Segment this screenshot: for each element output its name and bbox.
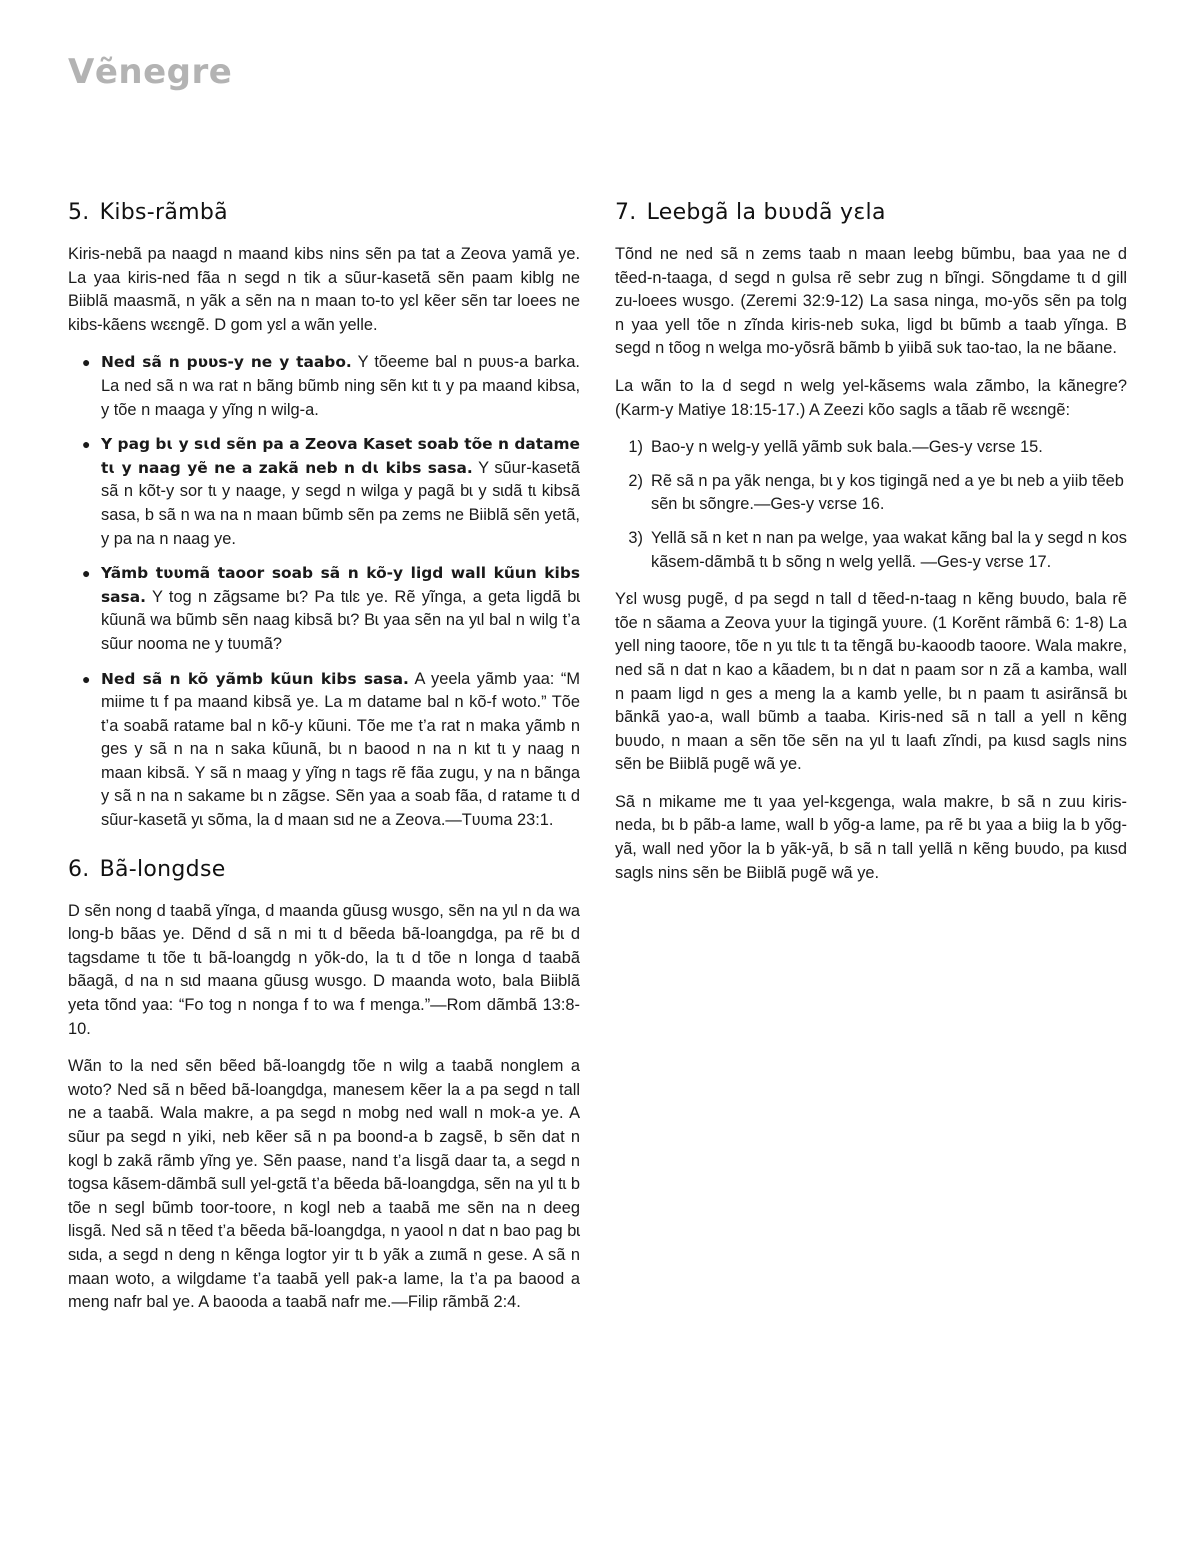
step-item	[615, 436, 1127, 460]
section-number: 6.	[68, 856, 90, 882]
section-title: Bã-longdse	[99, 856, 226, 882]
bullet-lead: Y pag bɩ y sɩd sẽn pa a Zeova Kaset soab tõe n datame tɩ y naag yẽ ne a zakã neb n dɩ kibs sasa.	[101, 435, 580, 477]
section-5-bullet-list	[68, 351, 580, 832]
step-text: Bao-y n welg-y yellã yãmb sʋk bala.—Ges-y vɛrse 15.	[651, 438, 1043, 457]
bullet-item	[68, 351, 580, 422]
bullet-lead: Yãmb tʋʋmã taoor soab sã n kõ-y ligd wall kũun kibs sasa.	[101, 564, 580, 606]
section-7-paragraph: Yɛl wʋsg pʋgẽ, d pa segd n tall d tẽed-n-taag n kẽng bʋʋdo, bala rẽ tõe n sãama a Zeova yʋʋr la tigingã yʋʋre. (1 Korẽnt rãmbã 6: 1-8) La yell ning taoore, tõe n yɩɩ tɩlɛ tɩ ta tẽngã bʋ-kaoodb taoore. Wala makre, ned sã n dat n kao a kãadem, bɩ n dat n paam sor n zã a kamba, wall n paam ligd n ges a meng la a kamb yelle, bɩ n paam tɩ asirãnsã bɩ bãnkã yao-a, wall bũmb a taaba. Kiris-ned sã n tall a yell n kẽng bʋʋdo, n maan a sẽn tõe sẽn na yɩl tɩ laafɩ zĩndi, pa kɩɩsd sagls nins sẽn be Biiblã pʋgẽ wã ye.	[615, 590, 1127, 774]
section-number: 5.	[68, 200, 90, 225]
bullet-dot-icon: ●	[82, 670, 91, 687]
section-5-heading	[68, 200, 580, 225]
section-5-intro: Kiris-nebã pa naagd n maand kibs nins sẽn pa tat a Zeova yamã ye. La yaa kiris-ned fãa n segd n tik a sũur-kasetã sẽn paam kiblg ne Biiblã maasmã, n yãk a sẽn na n maan to-to yɛl kẽer sẽn tar loees ne kibs-kãens wɛɛngẽ. D gom yɛl a wãn yelle.	[68, 245, 580, 334]
section-7	[615, 200, 1127, 885]
step-number: 1)	[628, 438, 643, 457]
section-7-heading	[615, 200, 1127, 225]
section-7-paragraph: Sã n mikame me tɩ yaa yel-kɛgenga, wala makre, b sã n zuu kiris-neda, bɩ b pãb-a lame, wall b yõg-a lame, pa rẽ bɩ yaa a biig la b yõg-yã, wall ned yõor la b yãk-yã, b sã n tall yellã n kẽng bʋʋdo, pa kɩɩsd sagls nins sẽn be Biiblã pʋgẽ wã ye.	[615, 792, 1127, 882]
section-7-paragraph: La wãn to la d segd n welg yel-kãsems wala zãmbo, la kãnegre? (Karm-y Matiye 18:15-17.) A Zeezi kõo sagls a tãab rẽ wɛɛngẽ:	[615, 376, 1127, 419]
section-title: Kibs-rãmbã	[99, 200, 228, 225]
section-6	[68, 857, 580, 1315]
right-column	[615, 200, 1127, 909]
step-item	[615, 527, 1127, 574]
bullet-lead: Ned sã n pʋʋs-y ne y taabo.	[101, 353, 352, 372]
section-title: Leebgã la bʋʋdã yɛla	[646, 200, 886, 225]
bullet-text: Y tõeeme bal n pʋʋs-a barka. La ned sã n wa rat n bãng bũmb ning sẽn kɩt tɩ y pa maand kibsa, y tõe n maaga y yĩng n wilg-a.	[101, 353, 580, 419]
bullet-dot-icon: ●	[82, 436, 91, 453]
section-7-paragraph: Tõnd ne ned sã n zems taab n maan leebg bũmbu, baa yaa ne d tẽed-n-taaga, d segd n gʋlsa rẽ sebr zug n bĩngi. Sõngdame tɩ d gill zu-loees wʋsgo. (Zeremi 32:9-12) La sasa ninga, mo-yõs sẽn pa tolg n yaa yell tõe n zĩnda kiris-neb sʋka, ligd bɩ bũmb a taab yĩnga. B segd n tõog n welga mo-yõsrã bãmb b yiibã sʋk tao-tao, la ne bãane.	[615, 245, 1127, 358]
running-head: Vẽnegre	[68, 52, 233, 92]
section-6-heading	[68, 857, 580, 882]
bullet-dot-icon: ●	[82, 354, 91, 371]
step-number: 3)	[628, 528, 643, 547]
section-6-paragraph: D sẽn nong d taabã yĩnga, d maanda gũusg wʋsgo, sẽn na yɩl n da wa long-b bãas ye. Dẽnd d sã n mi tɩ d bẽeda bã-loangdga, pa rẽ bɩ d tagsdame tɩ tõe tɩ bã-loangdg n yõk-do, la tɩ d tõe n longa d taabã bãagã, d na n sɩd maana gũusg wʋsgo. D maanda woto, bala Biiblã yeta tõnd yaa: “Fo tog n nonga f to wa f menga.”—Rom dãmbã 13:8-10.	[68, 901, 580, 1038]
bullet-dot-icon: ●	[82, 565, 91, 582]
left-column	[68, 200, 580, 1339]
bullet-text: Y sũur-kasetã sã n kõt-y sor tɩ y naage, y segd n wilga y pagã bɩ y sɩdã tɩ kibsã sasa, b sã n wa na n maan bũmb sẽn pa zems ne Biiblã sẽn yetã, y pa na n naag ye.	[101, 458, 580, 548]
step-text: Yellã sã n ket n nan pa welge, yaa wakat kãng bal la y segd n kos kãsem-dãmbã tɩ b sõng n welg yellã. —Ges-y vɛrse 17.	[651, 528, 1127, 571]
step-number: 2)	[628, 471, 643, 490]
section-6-paragraph: Wãn to la ned sẽn bẽed bã-loangdg tõe n wilg a taabã nonglem a woto? Ned sã n bẽed bã-loangdga, manesem kẽer la a pa segd n tall ne a taabã. Wala makre, a pa segd n mobg ned wall n mok-a ye. A sũur pa segd n yiki, neb kẽer sã n pa boond-a b zagsẽ, b sẽn dat n kogl b zakã rãmb yĩng ye. Sẽn paase, nand t’a lisgã daar ta, a segd n togsa kãsem-dãmbã sull yel-gɛtã t’a bẽeda bã-loangdga, sẽn na yɩl tɩ b tõe n segl bũmb toor-toore, n kogl neb a taabã me sẽn na n deeg lisgã. Ned sã n tẽed t’a bẽeda bã-loangdga, n yaool n dat n bao pag bɩ sɩda, a segd n deng n kẽnga logtor yir tɩ b yãk a zɩɩmã n gese. A sã n maan woto, a wilgdame t’a taabã yell pak-a lame, la t’a pa baood a meng nafr bal ye. A baooda a taabã nafr me.—Filip rãmbã 2:4.	[68, 1057, 580, 1312]
bullet-text: A yeela yãmb yaa: “M miime tɩ f pa maand kibsã ye. La m datame bal n kõ-f woto.” Tõe t’a soabã ratame bal n kõ-y kũuni. Tõe me t’a rat n maka yãmb n ges y sã n na n saka kũunã, bɩ n baood n na n kɩt tɩ y naag n maan kibsã. Y sã n maag y yĩng n tags rẽ fãa zugu, y na n bãnga y sã n na n sakame bɩ n zãgse. Sẽn yaa a soab fãa, d ratame tɩ d sũur-kasetã yɩ sõma, la d maan sɩd ne a Zeova.—Tʋʋma 23:1.	[101, 669, 581, 830]
bullet-item	[68, 562, 580, 656]
bullet-lead: Ned sã n kõ yãmb kũun kibs sasa.	[101, 669, 409, 688]
section-7-steps-list	[615, 436, 1127, 574]
section-number: 7.	[615, 200, 637, 225]
bullet-text: Y tog n zãgsame bɩ? Pa tɩlɛ ye. Rẽ yĩnga, a geta ligdã bɩ kũunã wa bũmb sẽn naag kibsã bɩ? Bɩ yaa sẽn na yɩl bal n wilg t’a sũur nooma ne y tʋʋmã?	[101, 587, 580, 653]
bullet-item	[68, 668, 580, 833]
section-5	[68, 200, 580, 833]
step-item	[615, 470, 1127, 517]
bullet-item	[68, 433, 580, 551]
step-text: Rẽ sã n pa yãk nenga, bɩ y kos tigingã ned a ye bɩ neb a yiib tẽeb sẽn bɩ sõngre.—Ges-y vɛrse 16.	[651, 471, 1124, 514]
